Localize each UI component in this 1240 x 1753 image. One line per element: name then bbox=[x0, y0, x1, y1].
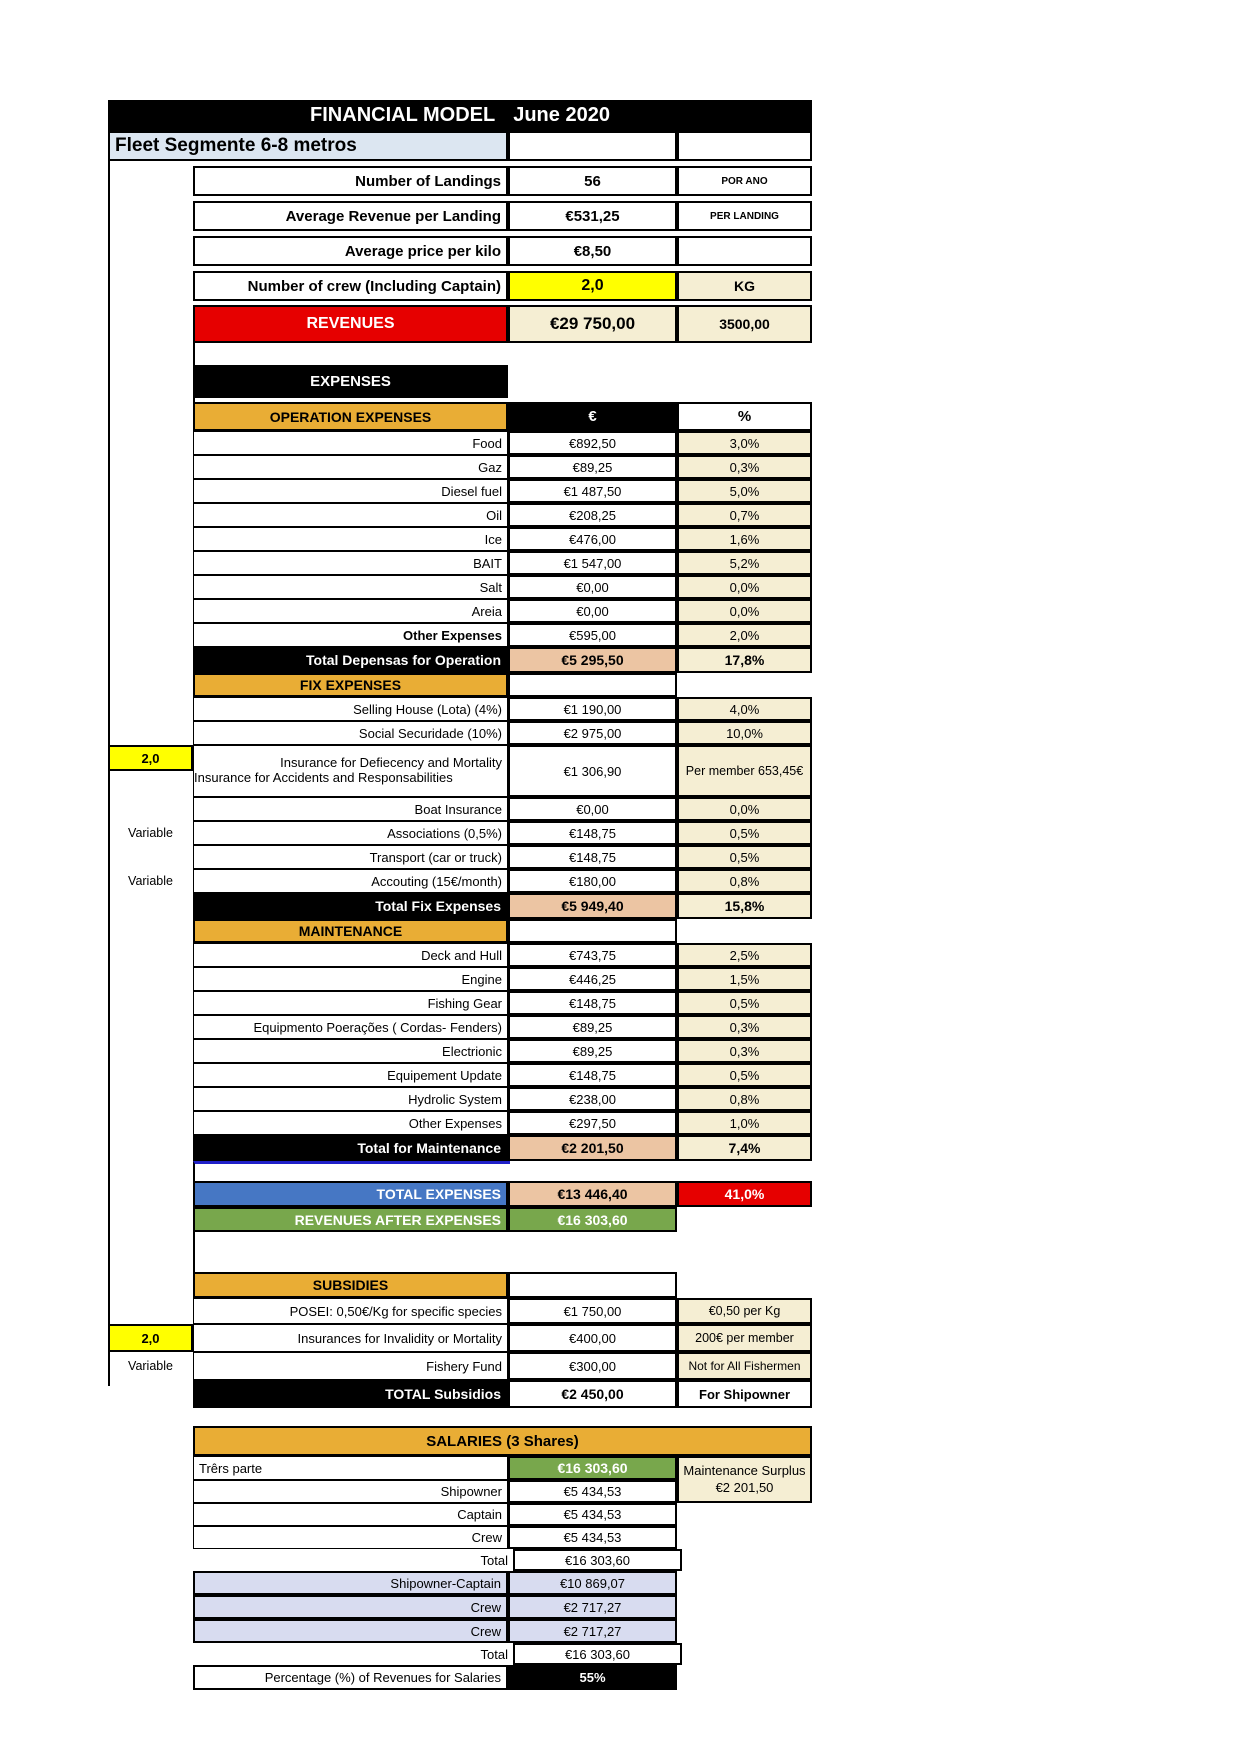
expense-label[interactable]: Areia bbox=[193, 599, 508, 623]
insurance-label-line2: Insurance for Accidents and Responsabilities bbox=[194, 770, 453, 785]
expense-value[interactable]: €892,50 bbox=[508, 431, 677, 455]
blue-divider-line bbox=[193, 1161, 510, 1181]
total-subsidies-note[interactable]: For Shipowner bbox=[677, 1380, 812, 1408]
expense-value[interactable]: €476,00 bbox=[508, 527, 677, 551]
total-maintenance-label: Total for Maintenance bbox=[193, 1135, 508, 1161]
empty-cell bbox=[508, 919, 677, 943]
page-title: FINANCIAL MODEL bbox=[310, 104, 496, 126]
percent-column-header: % bbox=[677, 402, 812, 431]
expense-label[interactable]: Equipmento Poerações ( Cordas- Fenders) bbox=[193, 1015, 508, 1039]
expense-label[interactable]: Fishing Gear bbox=[193, 991, 508, 1015]
summary-label[interactable]: Number of Landings bbox=[193, 166, 508, 196]
expense-value[interactable]: €446,25 bbox=[508, 967, 677, 991]
expense-value[interactable]: €180,00 bbox=[508, 869, 677, 893]
salaries-header: SALARIES (3 Shares) bbox=[193, 1426, 812, 1456]
expense-label[interactable]: Salt bbox=[193, 575, 508, 599]
expense-label[interactable]: Selling House (Lota) (4%) bbox=[193, 697, 508, 721]
subsidy-value[interactable]: €400,00 bbox=[508, 1324, 677, 1352]
expense-pct[interactable]: Per member 653,45€ bbox=[677, 745, 812, 797]
summary-note[interactable] bbox=[677, 236, 812, 266]
expense-pct[interactable]: 0,0% bbox=[677, 599, 812, 623]
expense-pct[interactable]: 0,5% bbox=[677, 821, 812, 845]
expense-label[interactable]: Boat Insurance bbox=[193, 797, 508, 821]
expense-pct[interactable]: 0,5% bbox=[677, 1063, 812, 1087]
expense-pct[interactable]: 0,8% bbox=[677, 869, 812, 893]
expense-value[interactable]: €1 547,00 bbox=[508, 551, 677, 575]
expense-pct[interactable]: 5,2% bbox=[677, 551, 812, 575]
expense-value[interactable]: €0,00 bbox=[508, 575, 677, 599]
maintenance-surplus-label: Maintenance Surplus bbox=[683, 1462, 806, 1478]
expense-label[interactable]: Equipement Update bbox=[193, 1063, 508, 1087]
salary-label[interactable]: Shipowner-Captain bbox=[193, 1571, 508, 1595]
variable-annotation: Variable bbox=[128, 874, 173, 888]
subsidies-header: SUBSIDIES bbox=[193, 1272, 508, 1298]
expense-pct[interactable]: 0,5% bbox=[677, 845, 812, 869]
expense-value[interactable]: €148,75 bbox=[508, 821, 677, 845]
expense-value[interactable]: €1 190,00 bbox=[508, 697, 677, 721]
empty-cell bbox=[508, 673, 677, 697]
expense-value[interactable]: €1 306,90 bbox=[508, 745, 677, 797]
insurance-label-line1: Insurance for Defiecency and Mortality bbox=[280, 755, 502, 771]
salary-label[interactable]: Shipowner bbox=[193, 1480, 508, 1503]
expense-label[interactable]: Accouting (15€/month) bbox=[193, 869, 508, 893]
expense-pct[interactable]: 1,6% bbox=[677, 527, 812, 551]
salary-label[interactable]: Captain bbox=[193, 1503, 508, 1526]
expense-value[interactable]: €0,00 bbox=[508, 797, 677, 821]
salary-percentage-value[interactable]: 55% bbox=[508, 1665, 677, 1690]
salary-value[interactable]: €16 303,60 bbox=[508, 1456, 677, 1480]
expense-value[interactable]: €148,75 bbox=[508, 991, 677, 1015]
total-expenses-label: TOTAL EXPENSES bbox=[193, 1181, 508, 1207]
revenues-kg-value[interactable]: 3500,00 bbox=[677, 305, 812, 343]
subsidy-label[interactable]: POSEI: 0,50€/Kg for specific species bbox=[193, 1298, 508, 1324]
operation-expenses-header: OPERATION EXPENSES bbox=[193, 402, 508, 431]
expense-value[interactable]: €238,00 bbox=[508, 1087, 677, 1111]
summary-note[interactable]: POR ANO bbox=[677, 166, 812, 196]
expense-pct[interactable]: 2,5% bbox=[677, 943, 812, 967]
expense-label[interactable]: Gaz bbox=[193, 455, 508, 479]
subsidy-note[interactable]: Not for All Fishermen bbox=[677, 1352, 812, 1380]
total-expenses-value[interactable]: €13 446,40 bbox=[508, 1181, 677, 1207]
expense-label[interactable]: Transport (car or truck) bbox=[193, 845, 508, 869]
expense-pct[interactable]: 0,5% bbox=[677, 991, 812, 1015]
expense-value[interactable]: €2 975,00 bbox=[508, 721, 677, 745]
expense-pct[interactable]: 0,7% bbox=[677, 503, 812, 527]
variable-annotation: Variable bbox=[128, 1359, 173, 1373]
summary-value[interactable]: 56 bbox=[508, 166, 677, 196]
expense-value[interactable]: €148,75 bbox=[508, 1063, 677, 1087]
expense-label[interactable]: Ice bbox=[193, 527, 508, 551]
salary-total-value[interactable]: €16 303,60 bbox=[513, 1643, 682, 1665]
revenues-value[interactable]: €29 750,00 bbox=[508, 305, 677, 343]
salary-label[interactable]: Crew bbox=[193, 1619, 508, 1643]
expense-pct[interactable]: 0,3% bbox=[677, 1039, 812, 1063]
crew-count-annotation[interactable]: 2,0 bbox=[108, 1324, 193, 1352]
salary-value[interactable]: €10 869,07 bbox=[508, 1571, 677, 1595]
expense-label[interactable]: Oil bbox=[193, 503, 508, 527]
expense-label[interactable]: Deck and Hull bbox=[193, 943, 508, 967]
subsidy-note[interactable]: €0,50 per Kg bbox=[677, 1298, 812, 1324]
expense-pct[interactable]: 5,0% bbox=[677, 479, 812, 503]
expense-pct[interactable]: 3,0% bbox=[677, 431, 812, 455]
empty-cell[interactable] bbox=[677, 131, 812, 161]
variable-annotation: Variable bbox=[128, 826, 173, 840]
expense-label[interactable]: Engine bbox=[193, 967, 508, 991]
financial-model-sheet bbox=[108, 100, 812, 1690]
expense-pct[interactable]: 0,3% bbox=[677, 455, 812, 479]
salary-label[interactable]: Crew bbox=[193, 1526, 508, 1549]
euro-column-header: € bbox=[508, 402, 677, 431]
salary-value[interactable]: €5 434,53 bbox=[508, 1503, 677, 1526]
subsidy-value[interactable]: €300,00 bbox=[508, 1352, 677, 1380]
expense-label[interactable]: Other Expenses bbox=[193, 623, 508, 647]
salary-percentage-label: Percentage (%) of Revenues for Salaries bbox=[193, 1665, 508, 1690]
expense-pct[interactable]: 2,0% bbox=[677, 623, 812, 647]
summary-label[interactable]: Average Revenue per Landing bbox=[193, 201, 508, 231]
salary-label[interactable]: Trêrs parte bbox=[193, 1456, 508, 1480]
expense-value[interactable]: €297,50 bbox=[508, 1111, 677, 1135]
total-fix-value[interactable]: €5 949,40 bbox=[508, 893, 677, 919]
expense-pct[interactable]: 0,8% bbox=[677, 1087, 812, 1111]
expense-value[interactable]: €595,00 bbox=[508, 623, 677, 647]
expense-pct[interactable]: 0,0% bbox=[677, 797, 812, 821]
expense-label[interactable] bbox=[193, 745, 508, 797]
salary-total-label: Total bbox=[480, 1552, 508, 1568]
expense-value[interactable]: €89,25 bbox=[508, 1039, 677, 1063]
expense-label[interactable]: BAIT bbox=[193, 551, 508, 575]
expense-label[interactable]: Diesel fuel bbox=[193, 479, 508, 503]
subsidy-note[interactable]: 200€ per member bbox=[677, 1324, 812, 1352]
total-fix-label: Total Fix Expenses bbox=[193, 893, 508, 919]
expense-value[interactable]: €89,25 bbox=[508, 1015, 677, 1039]
expense-value[interactable]: €208,25 bbox=[508, 503, 677, 527]
maintenance-header: MAINTENANCE bbox=[193, 919, 508, 943]
expense-label[interactable]: Associations (0,5%) bbox=[193, 821, 508, 845]
revenues-after-expenses-label: REVENUES AFTER EXPENSES bbox=[193, 1207, 508, 1232]
expense-value[interactable]: €743,75 bbox=[508, 943, 677, 967]
revenues-after-expenses-value[interactable]: €16 303,60 bbox=[508, 1207, 677, 1232]
expense-pct[interactable]: 10,0% bbox=[677, 721, 812, 745]
maintenance-surplus-value: €2 201,50 bbox=[715, 1479, 774, 1495]
summary-note[interactable]: KG bbox=[677, 271, 812, 301]
subsidy-label[interactable]: Fishery Fund bbox=[193, 1352, 508, 1380]
salary-value[interactable]: €2 717,27 bbox=[508, 1595, 677, 1619]
total-maintenance-pct[interactable]: 7,4% bbox=[677, 1135, 812, 1161]
expense-pct[interactable]: 1,0% bbox=[677, 1111, 812, 1135]
expense-pct[interactable]: 0,3% bbox=[677, 1015, 812, 1039]
total-operation-pct[interactable]: 17,8% bbox=[677, 647, 812, 673]
subsidy-value[interactable]: €1 750,00 bbox=[508, 1298, 677, 1324]
expense-value[interactable]: €0,00 bbox=[508, 599, 677, 623]
summary-note[interactable]: PER LANDING bbox=[677, 201, 812, 231]
expense-label[interactable]: Social Securidade (10%) bbox=[193, 721, 508, 745]
salary-total-value[interactable]: €16 303,60 bbox=[513, 1549, 682, 1571]
expense-pct[interactable]: 0,0% bbox=[677, 575, 812, 599]
total-fix-pct[interactable]: 15,8% bbox=[677, 893, 812, 919]
expense-value[interactable]: €1 487,50 bbox=[508, 479, 677, 503]
expense-value[interactable]: €89,25 bbox=[508, 455, 677, 479]
total-expenses-pct[interactable]: 41,0% bbox=[677, 1181, 812, 1207]
expense-pct[interactable]: 4,0% bbox=[677, 697, 812, 721]
expenses-section-header: EXPENSES bbox=[193, 365, 508, 398]
expense-label[interactable]: Hydrolic System bbox=[193, 1087, 508, 1111]
total-operation-value[interactable]: €5 295,50 bbox=[508, 647, 677, 673]
expense-label[interactable]: Food bbox=[193, 431, 508, 455]
page-title-date: June 2020 bbox=[513, 104, 610, 126]
expense-label[interactable]: Other Expenses bbox=[193, 1111, 508, 1135]
empty-cell bbox=[508, 1272, 677, 1298]
summary-value[interactable]: €531,25 bbox=[508, 201, 677, 231]
fleet-segment-cell[interactable]: Fleet Segmente 6-8 metros bbox=[108, 131, 508, 161]
sheet-title-bar bbox=[108, 100, 812, 131]
total-subsidies-label: TOTAL Subsidios bbox=[193, 1380, 508, 1408]
summary-label[interactable]: Number of crew (Including Captain) bbox=[193, 271, 508, 301]
salary-value[interactable]: €5 434,53 bbox=[508, 1480, 677, 1503]
empty-cell[interactable] bbox=[508, 131, 677, 161]
salary-label[interactable]: Crew bbox=[193, 1595, 508, 1619]
expense-pct[interactable]: 1,5% bbox=[677, 967, 812, 991]
crew-count-input[interactable]: 2,0 bbox=[508, 271, 677, 301]
total-operation-label: Total Depensas for Operation bbox=[193, 647, 508, 673]
salary-total-label: Total bbox=[480, 1646, 508, 1662]
total-subsidies-value[interactable]: €2 450,00 bbox=[508, 1380, 677, 1408]
summary-value[interactable]: €8,50 bbox=[508, 236, 677, 266]
salary-value[interactable]: €2 717,27 bbox=[508, 1619, 677, 1643]
subsidy-label[interactable]: Insurances for Invalidity or Mortality bbox=[193, 1324, 508, 1352]
fix-expenses-header: FIX EXPENSES bbox=[193, 673, 508, 697]
crew-count-annotation[interactable]: 2,0 bbox=[108, 745, 193, 771]
salary-value[interactable]: €5 434,53 bbox=[508, 1526, 677, 1549]
expense-label[interactable]: Electrionic bbox=[193, 1039, 508, 1063]
revenues-header-cell[interactable]: REVENUES bbox=[193, 305, 508, 343]
total-maintenance-value[interactable]: €2 201,50 bbox=[508, 1135, 677, 1161]
summary-label[interactable]: Average price per kilo bbox=[193, 236, 508, 266]
expense-value[interactable]: €148,75 bbox=[508, 845, 677, 869]
